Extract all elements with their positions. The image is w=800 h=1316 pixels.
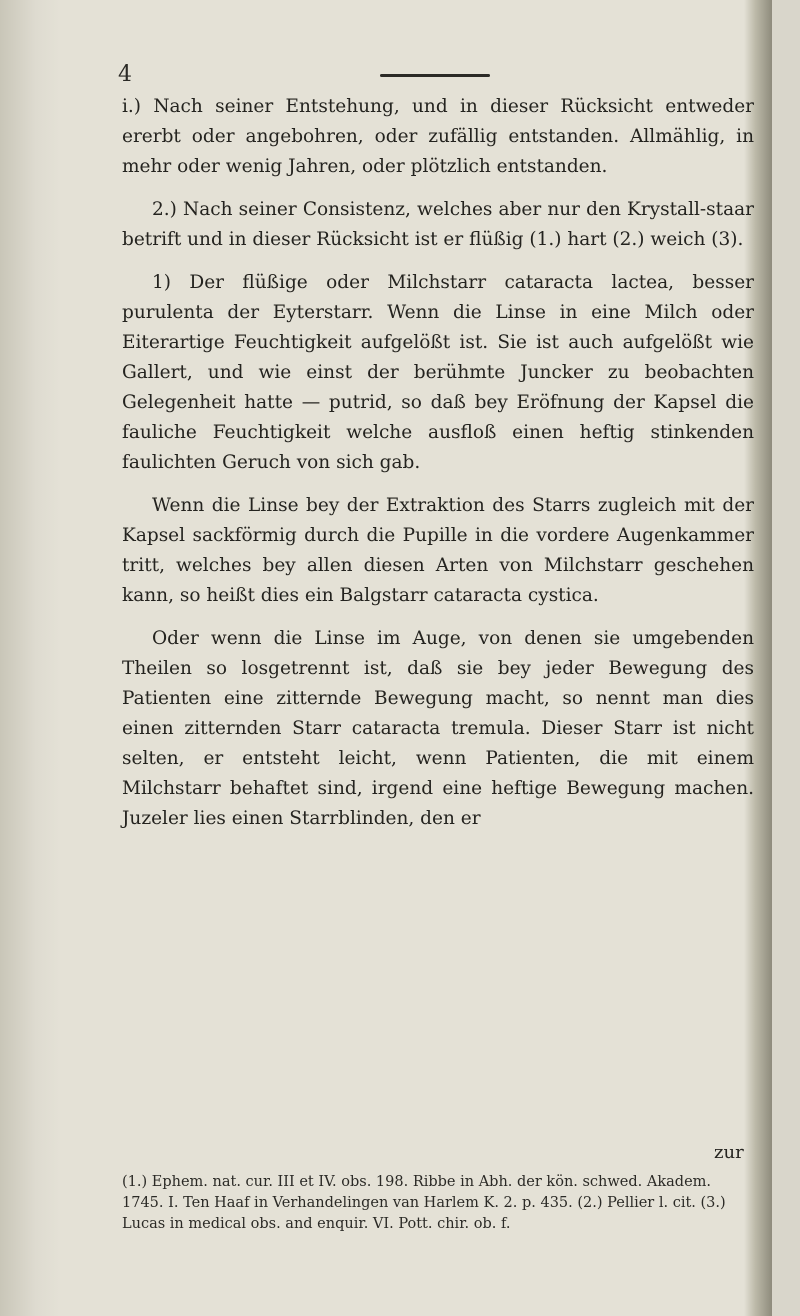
paragraph-consistency: 2.) Nach seiner Consistenz, welches aber nur den Krystall-staar betrift und in dieser Rücksicht ist er flüßig (1.) hart (2.) weich (3). xyxy=(122,199,754,250)
paragraph-milk-cataract: 1) Der flüßige oder Milchstarr cataracta lactea, besser purulenta der Eyterstarr. Wenn die Linse in eine Milch oder Eiterartige Feuchtigkeit aufgelößt ist. Sie ist auch aufgelößt wie Gallert, und wie einst der berühmte Juncker zu beobachten Gelegenheit hatte — putrid, so daß bey Eröfnung der Kapsel die fauliche Feuchtigkeit welche ausfloß einen heftig stinkenden faulichten Geruch von sich gab. xyxy=(122,272,754,473)
paragraph-trembling-cataract: Oder wenn die Linse im Auge, von denen sie umgebenden Theilen so losgetrennt ist, daß sie bey jeder Bewegung des Patienten eine zitternde Bewegung macht, so nennt man dies einen zitternden Starr cataracta tremula. Dieser Starr ist nicht selten, er entsteht leicht, wenn Patienten, die mit einem Milchstarr behaftet sind, irgend eine heftige Bewegung machen. Juzeler lies einen Starrblinden, den er xyxy=(122,628,754,829)
body-text xyxy=(122,92,754,847)
footnotes xyxy=(122,1172,754,1235)
page-number: 4 xyxy=(118,62,132,87)
page-gutter xyxy=(0,0,60,1316)
paragraph-origin: i.) Nach seiner Entstehung, und in dieser Rücksicht entweder ererbt oder angebohren, oder zufällig entstanden. Allmählig, in mehr oder wenig Jahren, oder plötzlich entstanden. xyxy=(122,96,754,177)
catchword: zur xyxy=(714,1142,744,1163)
footnote-text: (1.) Ephem. nat. cur. III et IV. obs. 198. Ribbe in Abh. der kön. schwed. Akadem. 1745. I. Ten Haaf in Verhandelingen van Harlem K. 2. p. 435. (2.) Pellier l. cit. (3.) Lucas in medical obs. and enquir. VI. Pott. chir. ob. f. xyxy=(122,1174,726,1232)
paragraph-cystic-cataract: Wenn die Linse bey der Extraktion des Starrs zugleich mit der Kapsel sackförmig durch die Pupille in die vordere Augenkammer tritt, welches bey allen diesen Arten von Milchstarr geschehen kann, so heißt dies ein Balgstarr cataracta cystica. xyxy=(122,495,754,606)
header-rule xyxy=(380,74,490,77)
